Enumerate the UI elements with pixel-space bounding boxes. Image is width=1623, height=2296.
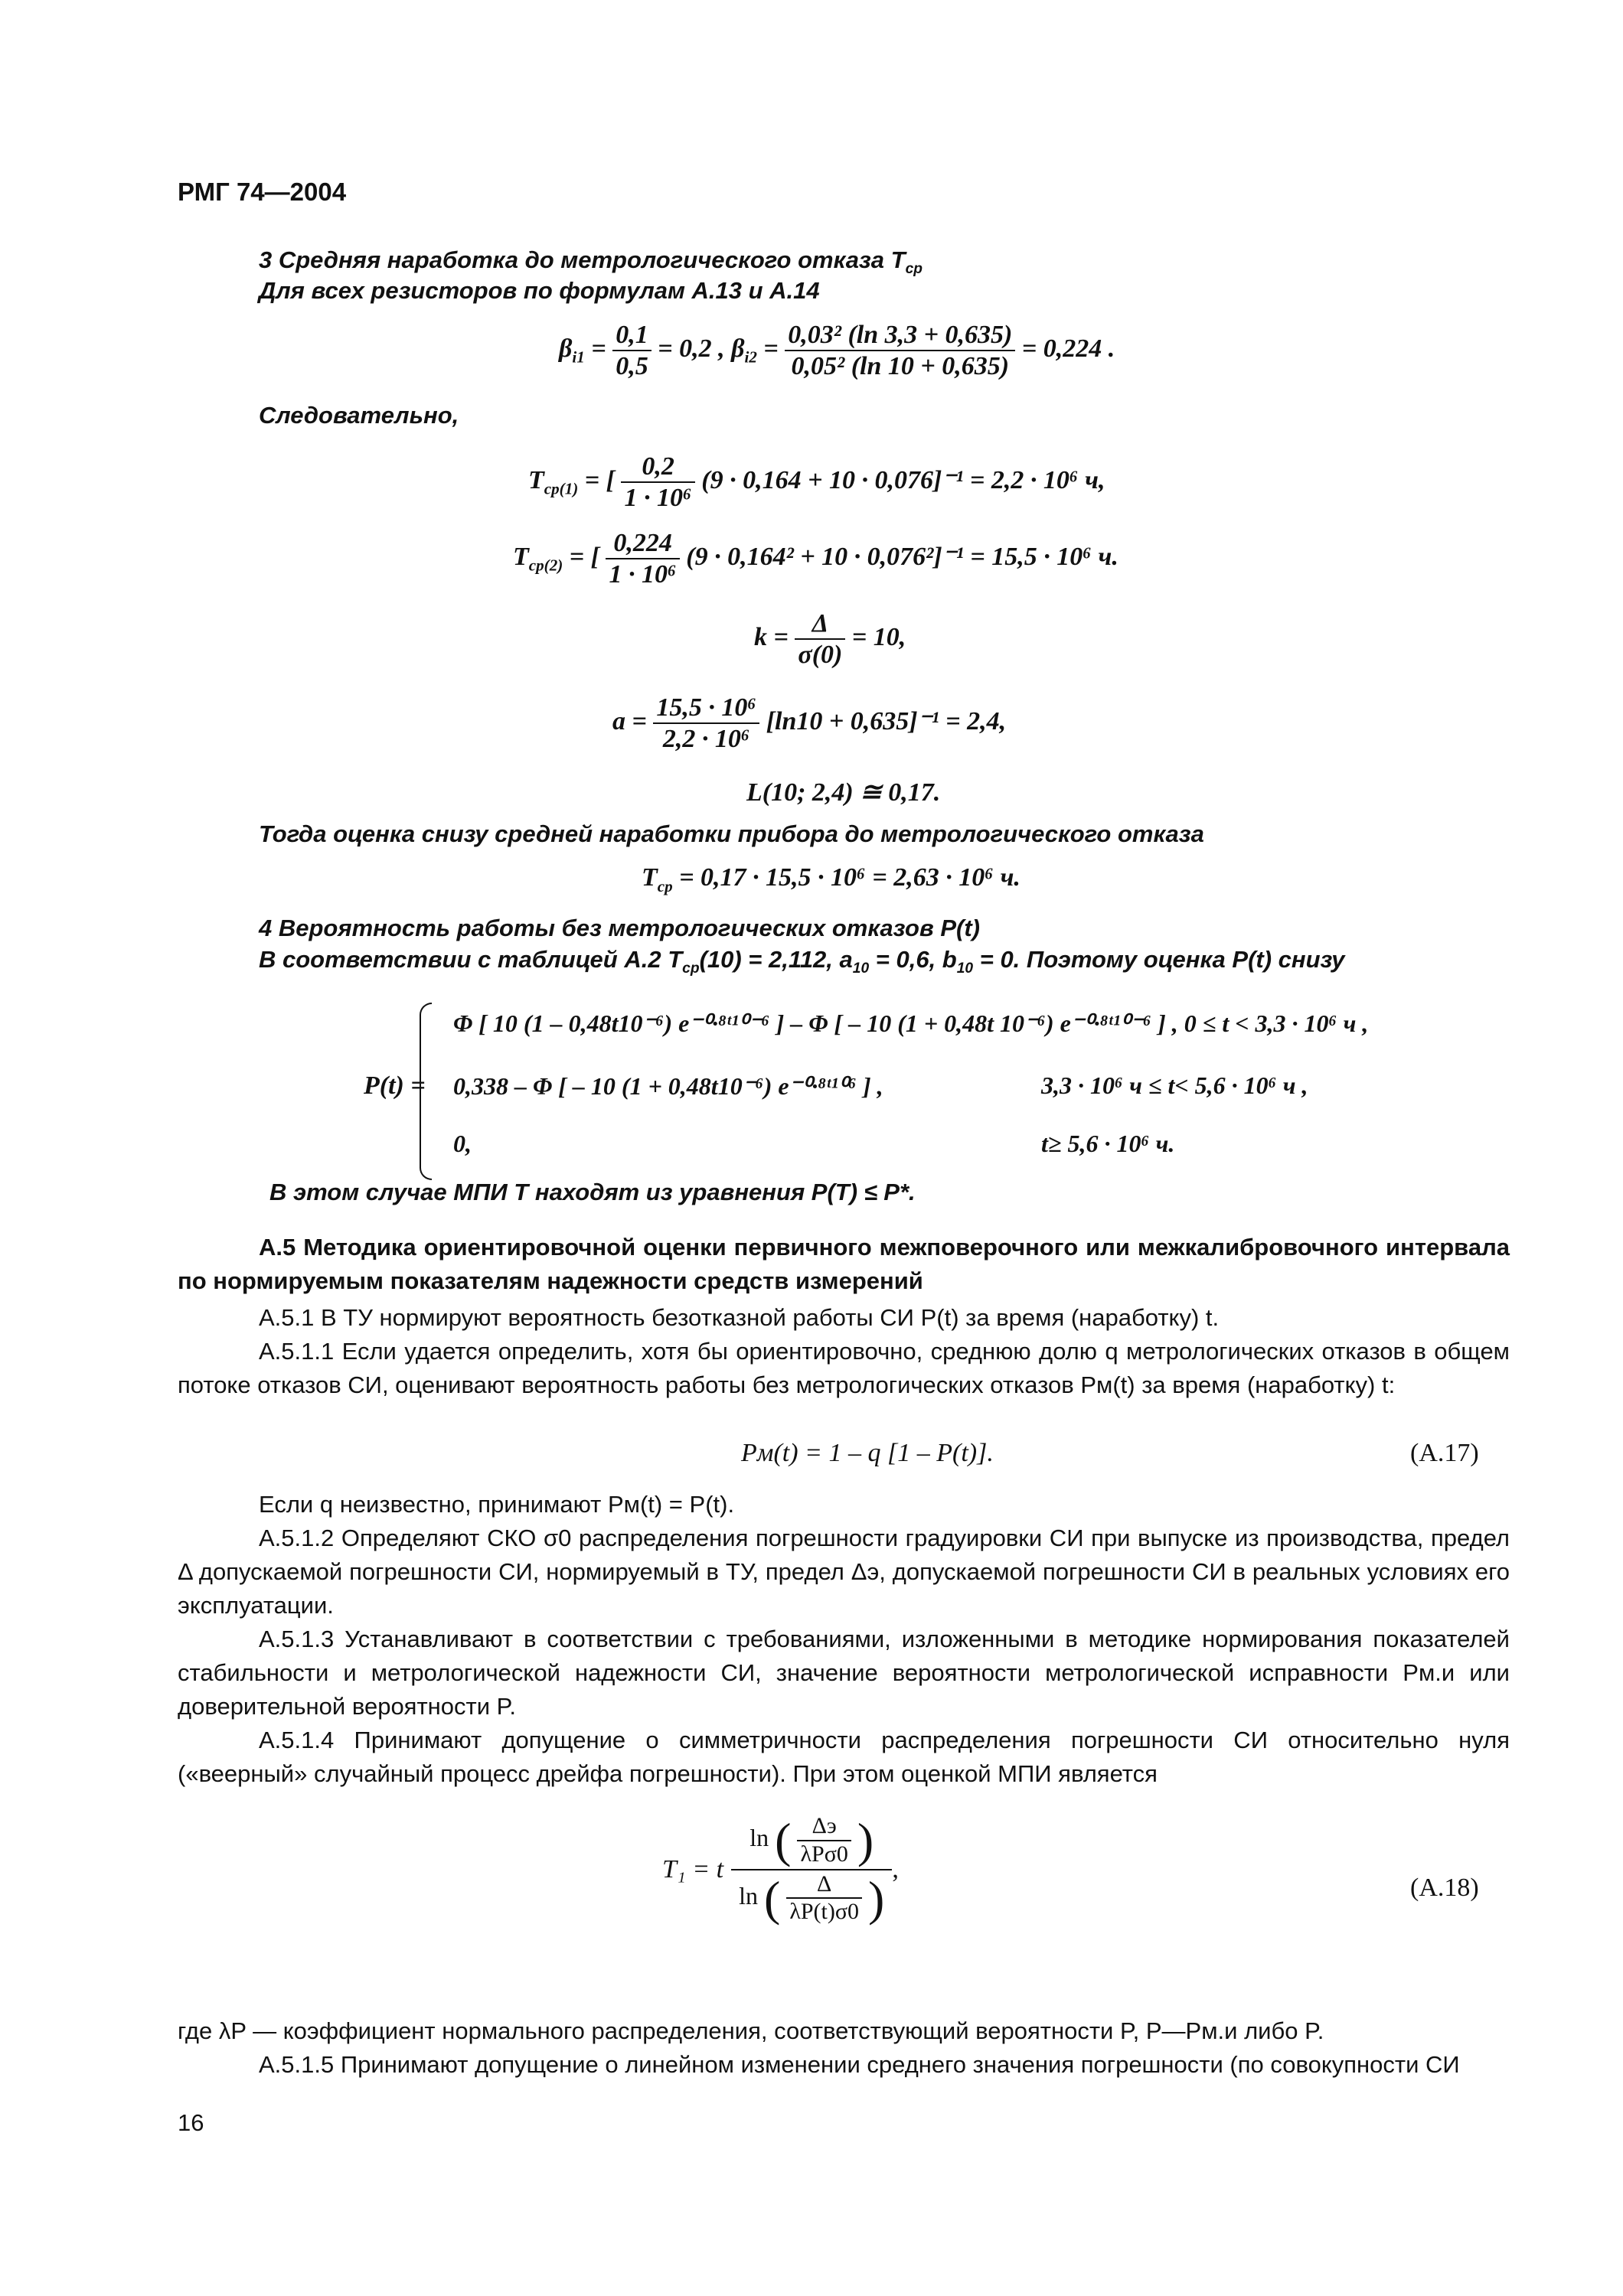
a5-p2: А.5.1.1 Если удается определить, хотя бы ориентировочно, среднюю долю q метрологических отказов в общем потоке отказов СИ, оценивают вероятность работы без метрологических отказов Pм(t) за время (наработку) t: xyxy=(178,1338,1510,1398)
pt-lhs: P(t) = xyxy=(364,1071,426,1100)
pt-brace xyxy=(420,1003,432,1180)
beta-equation: $\beta_{i1}$ = $\frac{0,1}{0,5}$ = 0,2 , $\beta_{i2}$ = $\frac{\text{0,03² (ln 3,3 + 0,635)}}{\text{0,05² (ln 10 + 0,635)}}$ = 0,224 . xyxy=(559,321,1115,381)
item3-title: 3 Средняя наработка до метрологического отказа $T_{ср}$ xyxy=(259,246,923,278)
document-id: РМГ 74—2004 xyxy=(178,178,347,206)
page-number: 16 xyxy=(178,2109,204,2136)
tcp1-equation: $T_{ср(1)}$ = [ $\frac{0,2}{\text{1 · 10⁶}}$ (9 · 0,164 + 10 · 0,076]⁻¹ = 2,2 · 10⁶ ч, xyxy=(528,452,1105,513)
eq18-number: (А.18) xyxy=(1410,1874,1479,1902)
pt-row2-cond: 3,3 · 10⁶ ч ≤ t< 5,6 · 10⁶ ч , xyxy=(1041,1071,1308,1099)
a5-p6: А.5.1.4 Принимают допущение о симметричности распределения погрешности СИ относительно нуля («веерный» случайный процесс дрейфа погрешности). При этом оценкой МПИ является xyxy=(178,1727,1510,1787)
eq17: Pм(t) = 1 – q [1 – P(t)]. xyxy=(741,1439,994,1467)
tcp2-equation: $T_{ср(2)}$ = [ $\frac{0,224}{\text{1 · 10⁶}}$ (9 · 0,164² + 10 · 0,076²]⁻¹ = 15,5 · 10⁶ ч. xyxy=(513,529,1118,589)
pt-row1: Φ [ 10 (1 – 0,48t10⁻⁶) e⁻⁰·⁸ᵗ¹⁰⁻⁶ ] – Φ [ – 10 (1 + 0,48t 10⁻⁶) e⁻⁰·⁸ᵗ¹⁰⁻⁶ ] , 0 ≤ t < 3,3 · 10⁶ ч , xyxy=(453,1009,1369,1037)
pt-row3-cond: t≥ 5,6 · 10⁶ ч. xyxy=(1041,1130,1175,1157)
a5-p8: А.5.1.5 Принимают допущение о линейном изменении среднего значения погрешности (по совокупности СИ xyxy=(259,2051,1460,2078)
togda-sentence: Тогда оценка снизу средней наработки прибора до метрологического отказа xyxy=(259,820,1204,847)
item4-title: 4 Вероятность работы без метрологических отказов P(t) xyxy=(259,915,980,941)
eq18: T₁ = t ln ( $\frac{\Delta э}{\text{λPσ0}}$ ) ln ( $\frac{\Delta}{\lambda P(t)\sigma 0}$ ) , xyxy=(662,1813,899,1926)
a5-p7: где λP — коэффициент нормального распределения, соответствующий вероятности P, P—Pм.и либо P. xyxy=(178,2017,1324,2044)
a5-heading: А.5 Методика ориентировочной оценки первичного межповерочного или межкалибровочного интервала по нормируемым показателям надежности средств измерений xyxy=(178,1234,1510,1294)
a5-p5: А.5.1.3 Устанавливают в соответствии с требованиями, изложенными в методике нормирования показателей стабильности и метрологической надежности СИ, значение вероятности метрологической исправности Pм.и или доверительной вероятности P. xyxy=(178,1626,1510,1720)
a5-p4: А.5.1.2 Определяют СКО σ0 распределения погрешности градуировки СИ при выпуске из производства, предел Δ допускаемой погрешности СИ, нормируемый в ТУ, предел Δэ, допускаемой погрешности СИ в реальных условиях его эксплуатации. xyxy=(178,1525,1510,1619)
a5-p1: А.5.1 В ТУ нормируют вероятность безотказной работы СИ P(t) за время (наработку) t. xyxy=(259,1304,1220,1331)
pt-row2-expr: 0,338 – Φ [ – 10 (1 + 0,48t10⁻⁶) e⁻⁰·⁸ᵗ¹⁰⁶ ] , xyxy=(453,1072,883,1100)
a5-p3: Если q неизвестно, принимают Pм(t) = P(t). xyxy=(259,1491,735,1518)
item3-formula-ref: Для всех резисторов по формулам А.13 и А.14 xyxy=(259,277,820,304)
tcp-final-equation: $T_{ср} = 0,17 \cdot 15,5 \cdot 10^6 = 2,63 \cdot 10^6$ ч. xyxy=(642,863,1020,895)
pt-row3-expr: 0, xyxy=(453,1130,472,1157)
k-equation: k = $\frac{\Delta}{\sigma(0)}$ = 10, xyxy=(754,609,906,670)
eq17-number: (А.17) xyxy=(1410,1439,1479,1467)
l-equation: L(10; 2,4) ≅ 0,17. xyxy=(746,778,941,807)
mpi-note: В этом случае МПИ T находят из уравнения P(T) ≤ P*. xyxy=(269,1179,916,1205)
a-equation: a = $\frac{\text{15,5 · 10⁶}}{\text{2,2 · 10⁶}}$ [ln10 + 0,635]⁻¹ = 2,4, xyxy=(612,693,1007,754)
item4-line2: В соответствии с таблицей А.2 $T_{ср}(10) = 2,112$, $a_{10} = 0,6$, $b_{10} = 0$. Поэтому оценка P(t) снизу xyxy=(259,946,1345,977)
sledovatelno-label: Следовательно, xyxy=(259,402,459,429)
